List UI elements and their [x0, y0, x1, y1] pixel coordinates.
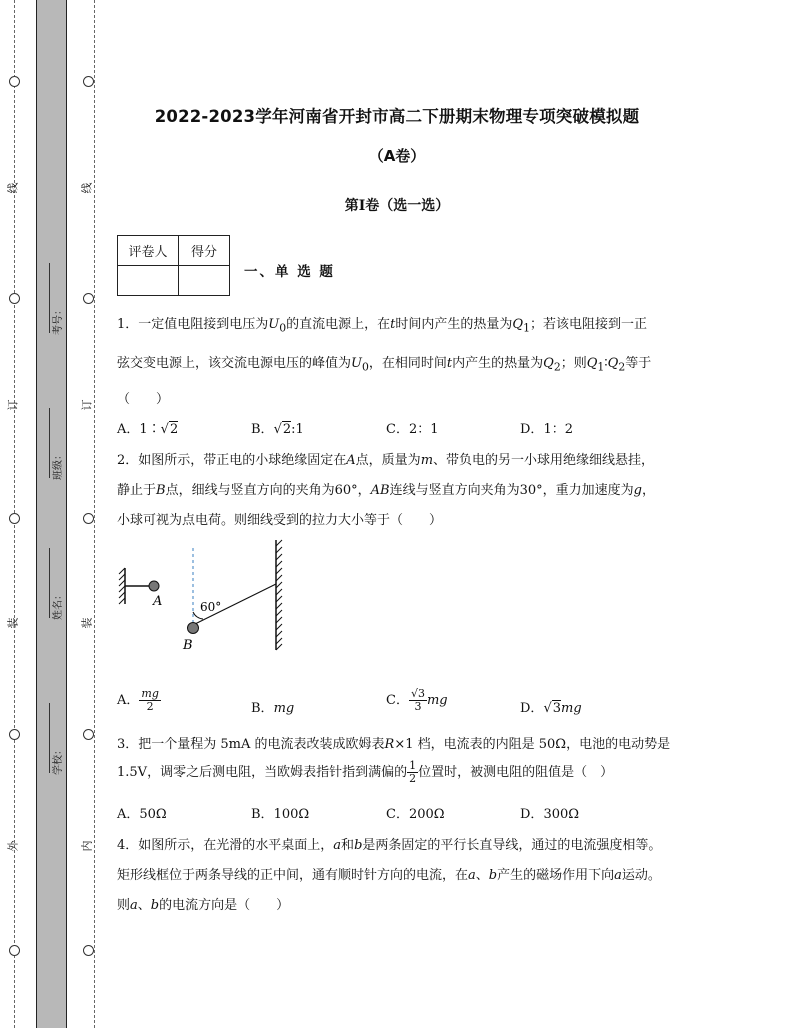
score-table-header-score: 得分 [179, 236, 230, 266]
q3-option-b[interactable]: B．100Ω [251, 807, 310, 822]
part-heading: 第I卷（选一选） [344, 198, 450, 214]
ball-a [149, 581, 159, 591]
q2-option-d[interactable]: D．√3mg [520, 701, 582, 716]
binding-hole [83, 513, 94, 524]
margin-label-install: 装 [6, 617, 20, 629]
margin-label-outside: 外 [6, 840, 20, 852]
name-field[interactable]: 姓名： [49, 590, 64, 620]
grader-cell[interactable] [118, 266, 179, 296]
q1-line2: 弦交变电源上，该交流电源电压的峰值为$U_0$，在相同时间t内产生的热量为$Q_2$；则$Q_1∶Q_2$等于 [117, 356, 652, 374]
ball-b [188, 623, 199, 634]
binding-hole [9, 945, 20, 956]
margin-label-line: 线 [80, 182, 94, 194]
q1-option-c[interactable]: C．2：1 [386, 422, 439, 437]
margin-label-bind: 订 [80, 399, 94, 411]
q3-line1: 3．把一个量程为 5mA 的电流表改装成欧姆表R×1 档，电流表的内阻是 50Ω，电池的电动势是 [117, 737, 671, 752]
exam-subtitle: （A卷） [368, 147, 426, 165]
q1-option-b[interactable]: B．√2:1 [251, 422, 304, 437]
q3-option-a[interactable]: A．50Ω [117, 807, 167, 822]
binding-hole [83, 945, 94, 956]
binding-hole [83, 76, 94, 87]
q2-option-c[interactable]: C． $\frac{√3}{3}$ mg [386, 687, 448, 713]
margin-label-bind: 订 [6, 399, 20, 411]
q4-line2: 矩形线框位于两条导线的正中间，通有顺时针方向的电流，在a、b产生的磁场作用下向a运动。 [117, 868, 661, 883]
school-field[interactable]: 学校： [49, 745, 64, 775]
q1-option-a[interactable]: A．1∶√2 [117, 422, 179, 437]
q2-line3: 小球可视为点电荷。则细线受到的拉力大小等于（ ） [117, 513, 443, 528]
score-cell[interactable] [179, 266, 230, 296]
q2-option-b[interactable]: B．mg [251, 701, 295, 716]
q1-line1: 1．一定值电阻接到电压为$U_0$的直流电源上，在t时间内产生的热量为$Q_1$；若该电阻接到一正 [117, 317, 647, 335]
binding-hole [9, 729, 20, 740]
q4-line1: 4．如图所示，在光滑的水平桌面上，a和b是两条固定的平行长直导线，通过的电流强度相等。 [117, 838, 662, 853]
score-table-header-grader: 评卷人 [118, 236, 179, 266]
ball-a-label: A [153, 594, 163, 609]
margin-label-inside: 内 [80, 840, 94, 852]
section-heading: 一、单 选 题 [244, 264, 335, 280]
binding-margin [0, 0, 100, 1028]
left-wall-hatching [119, 568, 125, 604]
exam-title: 2022-2023学年河南省开封市高二下册期末物理专项突破模拟题 [154, 107, 640, 126]
q3-line2: 1.5V，调零之后测电阻，当欧姆表指针指到满偏的 $\frac{1}{2}$ 位置时，被测电阻的阻值是（ ） [117, 759, 614, 785]
q2-figure [117, 538, 297, 653]
q1-option-d[interactable]: D．1：2 [520, 422, 573, 437]
right-wall-hatching [276, 540, 282, 650]
class-field[interactable]: 班级： [49, 450, 64, 480]
q4-line3: 则a、b的电流方向是（ ） [117, 898, 290, 913]
inner-dashed-line [94, 0, 95, 1028]
margin-label-line: 线 [6, 182, 20, 194]
q3-option-c[interactable]: C．200Ω [386, 807, 445, 822]
ball-b-label: B [183, 638, 193, 653]
exam-number-field[interactable]: 考号： [49, 305, 64, 335]
binding-hole [9, 76, 20, 87]
binding-hole [83, 729, 94, 740]
binding-hole [9, 513, 20, 524]
q1-answer-bracket: （ ） [117, 392, 170, 407]
binding-hole [83, 293, 94, 304]
q2-option-a[interactable]: A． $\frac{mg}{2}$ [117, 687, 159, 713]
binding-hole [9, 293, 20, 304]
score-table [117, 235, 230, 296]
q3-option-d[interactable]: D．300Ω [520, 807, 580, 822]
binding-strip [36, 0, 67, 1028]
margin-label-install: 装 [80, 617, 94, 629]
q2-line1: 2．如图所示，带正电的小球绝缘固定在A点，质量为m、带负电的另一小球用绝缘细线悬挂， [117, 453, 655, 468]
angle-label: 60° [200, 600, 222, 614]
q2-line2: 静止于B点，细线与竖直方向的夹角为60°，AB连线与竖直方向夹角为30°，重力加速度为g， [117, 483, 655, 498]
